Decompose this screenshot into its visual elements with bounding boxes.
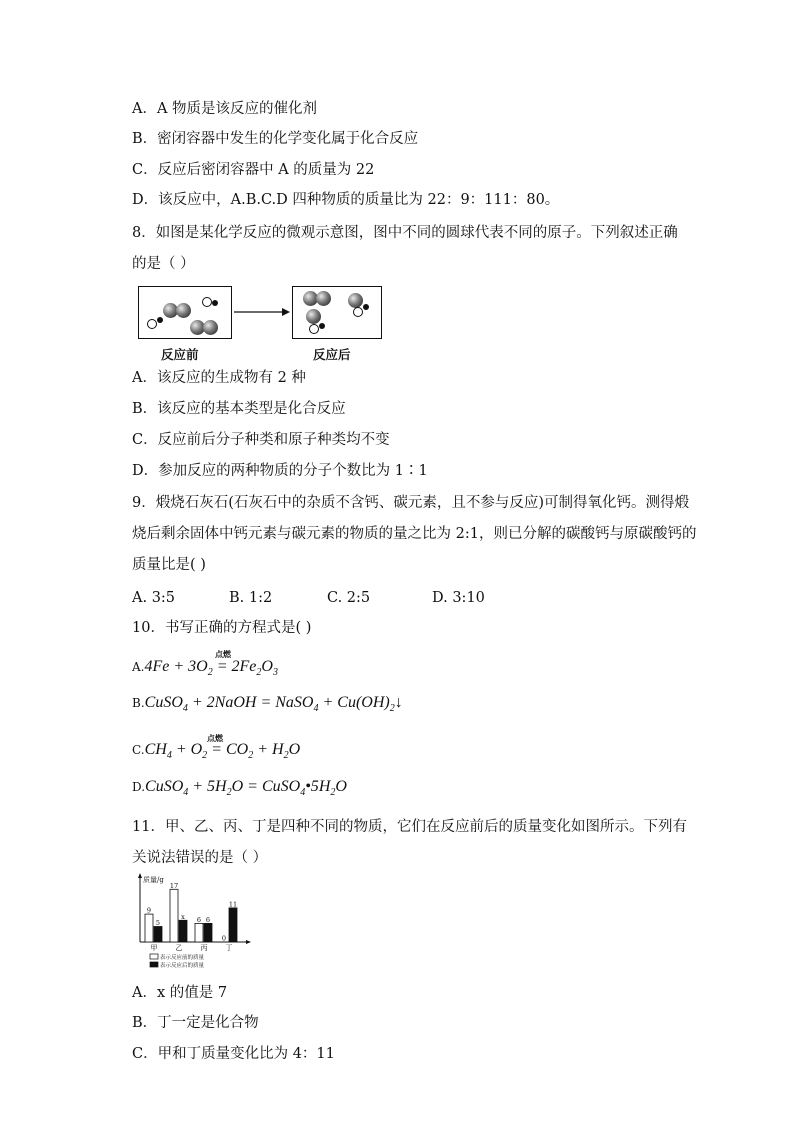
bar-before bbox=[145, 914, 153, 942]
atom-white bbox=[147, 319, 157, 329]
bar-before bbox=[170, 889, 178, 942]
q11-option-c: C．甲和丁质量变化比为 4：11 bbox=[132, 1046, 335, 1062]
x-tick-label: 丁 bbox=[225, 944, 233, 952]
legend-swatch bbox=[150, 954, 158, 959]
atom-white bbox=[202, 297, 212, 307]
option-label: B. bbox=[132, 696, 145, 710]
condition-label: 点燃 bbox=[207, 733, 223, 743]
legend-label: 表示反应后的质量 bbox=[160, 963, 205, 969]
atom-gray bbox=[348, 293, 363, 308]
q8-option-b: B．该反应的基本类型是化合反应 bbox=[132, 401, 346, 417]
q10-option-b: B.CuSO$_4$ + 2NaOH = NaSO$_4$ + $Cu(OH)_2↓$ bbox=[132, 694, 403, 715]
data-label: 0 bbox=[221, 934, 227, 943]
q9-option-b: B. 1:2 bbox=[229, 590, 273, 606]
atom-black bbox=[363, 304, 369, 310]
atom-gray bbox=[316, 291, 331, 306]
q11-option-b: B．丁一定是化合物 bbox=[132, 1015, 259, 1031]
q9-stem-line2: 烧后剩余固体中钙元素与碳元素的物质的量之比为 2:1，则已分解的碳酸钙与原碳酸钙的 bbox=[132, 526, 697, 542]
q11-stem-line1: 11．甲、乙、丙、丁是四种不同的物质，它们在反应前后的质量变化如图所示。下列有 bbox=[132, 819, 687, 835]
data-label: 9 bbox=[146, 906, 152, 915]
q11-option-a: A．x 的值是 7 bbox=[132, 985, 228, 1001]
before-box bbox=[138, 286, 232, 339]
q7-option-c: C．反应后密闭容器中 A 的质量为 22 bbox=[132, 162, 375, 178]
bar-after bbox=[179, 920, 187, 942]
arrow-icon bbox=[234, 306, 290, 318]
q10-option-c: $C.CH_4 + O_2 = CO_2 + H_2O$ bbox=[132, 741, 301, 762]
x-tick-label: 甲 bbox=[150, 944, 158, 952]
q11-stem-line2: 关说法错误的是（ ） bbox=[132, 850, 268, 866]
x-axis-arrow bbox=[246, 940, 251, 944]
y-axis-label: 质量/g bbox=[143, 876, 164, 884]
atom-black bbox=[212, 300, 218, 306]
y-axis-arrow bbox=[138, 873, 142, 878]
q8-option-d: D．参加反应的两种物质的分子个数比为 1∶1 bbox=[132, 463, 428, 479]
x-tick-label: 丙 bbox=[200, 944, 208, 952]
data-label: 17 bbox=[169, 881, 179, 890]
q10-option-d: D.CuSO$_4$ + $5H_2O$ = $CuSO_4•5H_2O$ bbox=[132, 778, 347, 799]
bar-after bbox=[154, 927, 162, 943]
bar-after bbox=[204, 923, 212, 942]
q7-option-b: B．密闭容器中发生的化学变化属于化合反应 bbox=[132, 131, 419, 147]
option-label: C. bbox=[132, 743, 145, 757]
legend-label: 表示反应前的质量 bbox=[160, 955, 205, 961]
legend-swatch bbox=[150, 962, 158, 967]
atom-white bbox=[353, 307, 363, 317]
q7-option-d: D．该反应中，A.B.C.D 四种物质的质量比为 22：9：111：80。 bbox=[132, 192, 560, 208]
atom-black bbox=[319, 323, 325, 329]
data-label: x bbox=[181, 912, 185, 921]
q10-stem: 10．书写正确的方程式是( ) bbox=[132, 620, 312, 636]
data-label: 6 bbox=[196, 915, 202, 924]
label-before: 反应前 bbox=[161, 347, 199, 362]
label-after: 反应后 bbox=[313, 347, 351, 362]
atom-gray bbox=[176, 303, 191, 318]
q7-option-a: A．A 物质是该反应的催化剂 bbox=[132, 101, 318, 117]
q9-stem-line1: 9．煅烧石灰石(石灰石中的杂质不含钙、碳元素，且不参与反应)可制得氧化钙。测得煅 bbox=[132, 495, 690, 511]
after-box bbox=[292, 286, 382, 339]
data-label: 6 bbox=[205, 915, 211, 924]
atom-black bbox=[157, 317, 163, 323]
atom-gray bbox=[306, 309, 321, 324]
q8-stem-line2: 的是（ ） bbox=[132, 256, 195, 272]
data-label: 5 bbox=[155, 919, 161, 927]
q8-stem-line1: 8．如图是某化学反应的微观示意图，图中不同的圆球代表不同的原子。下列叙述正确 bbox=[132, 225, 678, 241]
q9-option-a: A. 3:5 bbox=[132, 590, 176, 606]
option-label: A. bbox=[132, 660, 145, 674]
bar-before bbox=[195, 923, 203, 942]
mass-change-bar-chart bbox=[130, 872, 260, 974]
atom-gray bbox=[203, 320, 218, 335]
option-label: D. bbox=[132, 780, 146, 794]
q9-stem-line3: 质量比是( ) bbox=[132, 557, 206, 573]
x-tick-label: 乙 bbox=[175, 944, 183, 952]
q9-option-d: D. 3:10 bbox=[432, 590, 485, 606]
condition-label: 点燃 bbox=[215, 649, 231, 659]
atom-white bbox=[309, 324, 319, 334]
bar-after bbox=[229, 908, 237, 942]
q8-option-a: A．该反应的生成物有 2 种 bbox=[132, 370, 306, 386]
q9-option-c: C. 2:5 bbox=[327, 590, 371, 606]
q8-option-c: C．反应前后分子种类和原子种类均不变 bbox=[132, 432, 390, 448]
data-label: 11 bbox=[228, 900, 238, 909]
q10-option-a: $A.4Fe + 3O_2 = 2Fe_2O_3$ bbox=[132, 658, 278, 679]
